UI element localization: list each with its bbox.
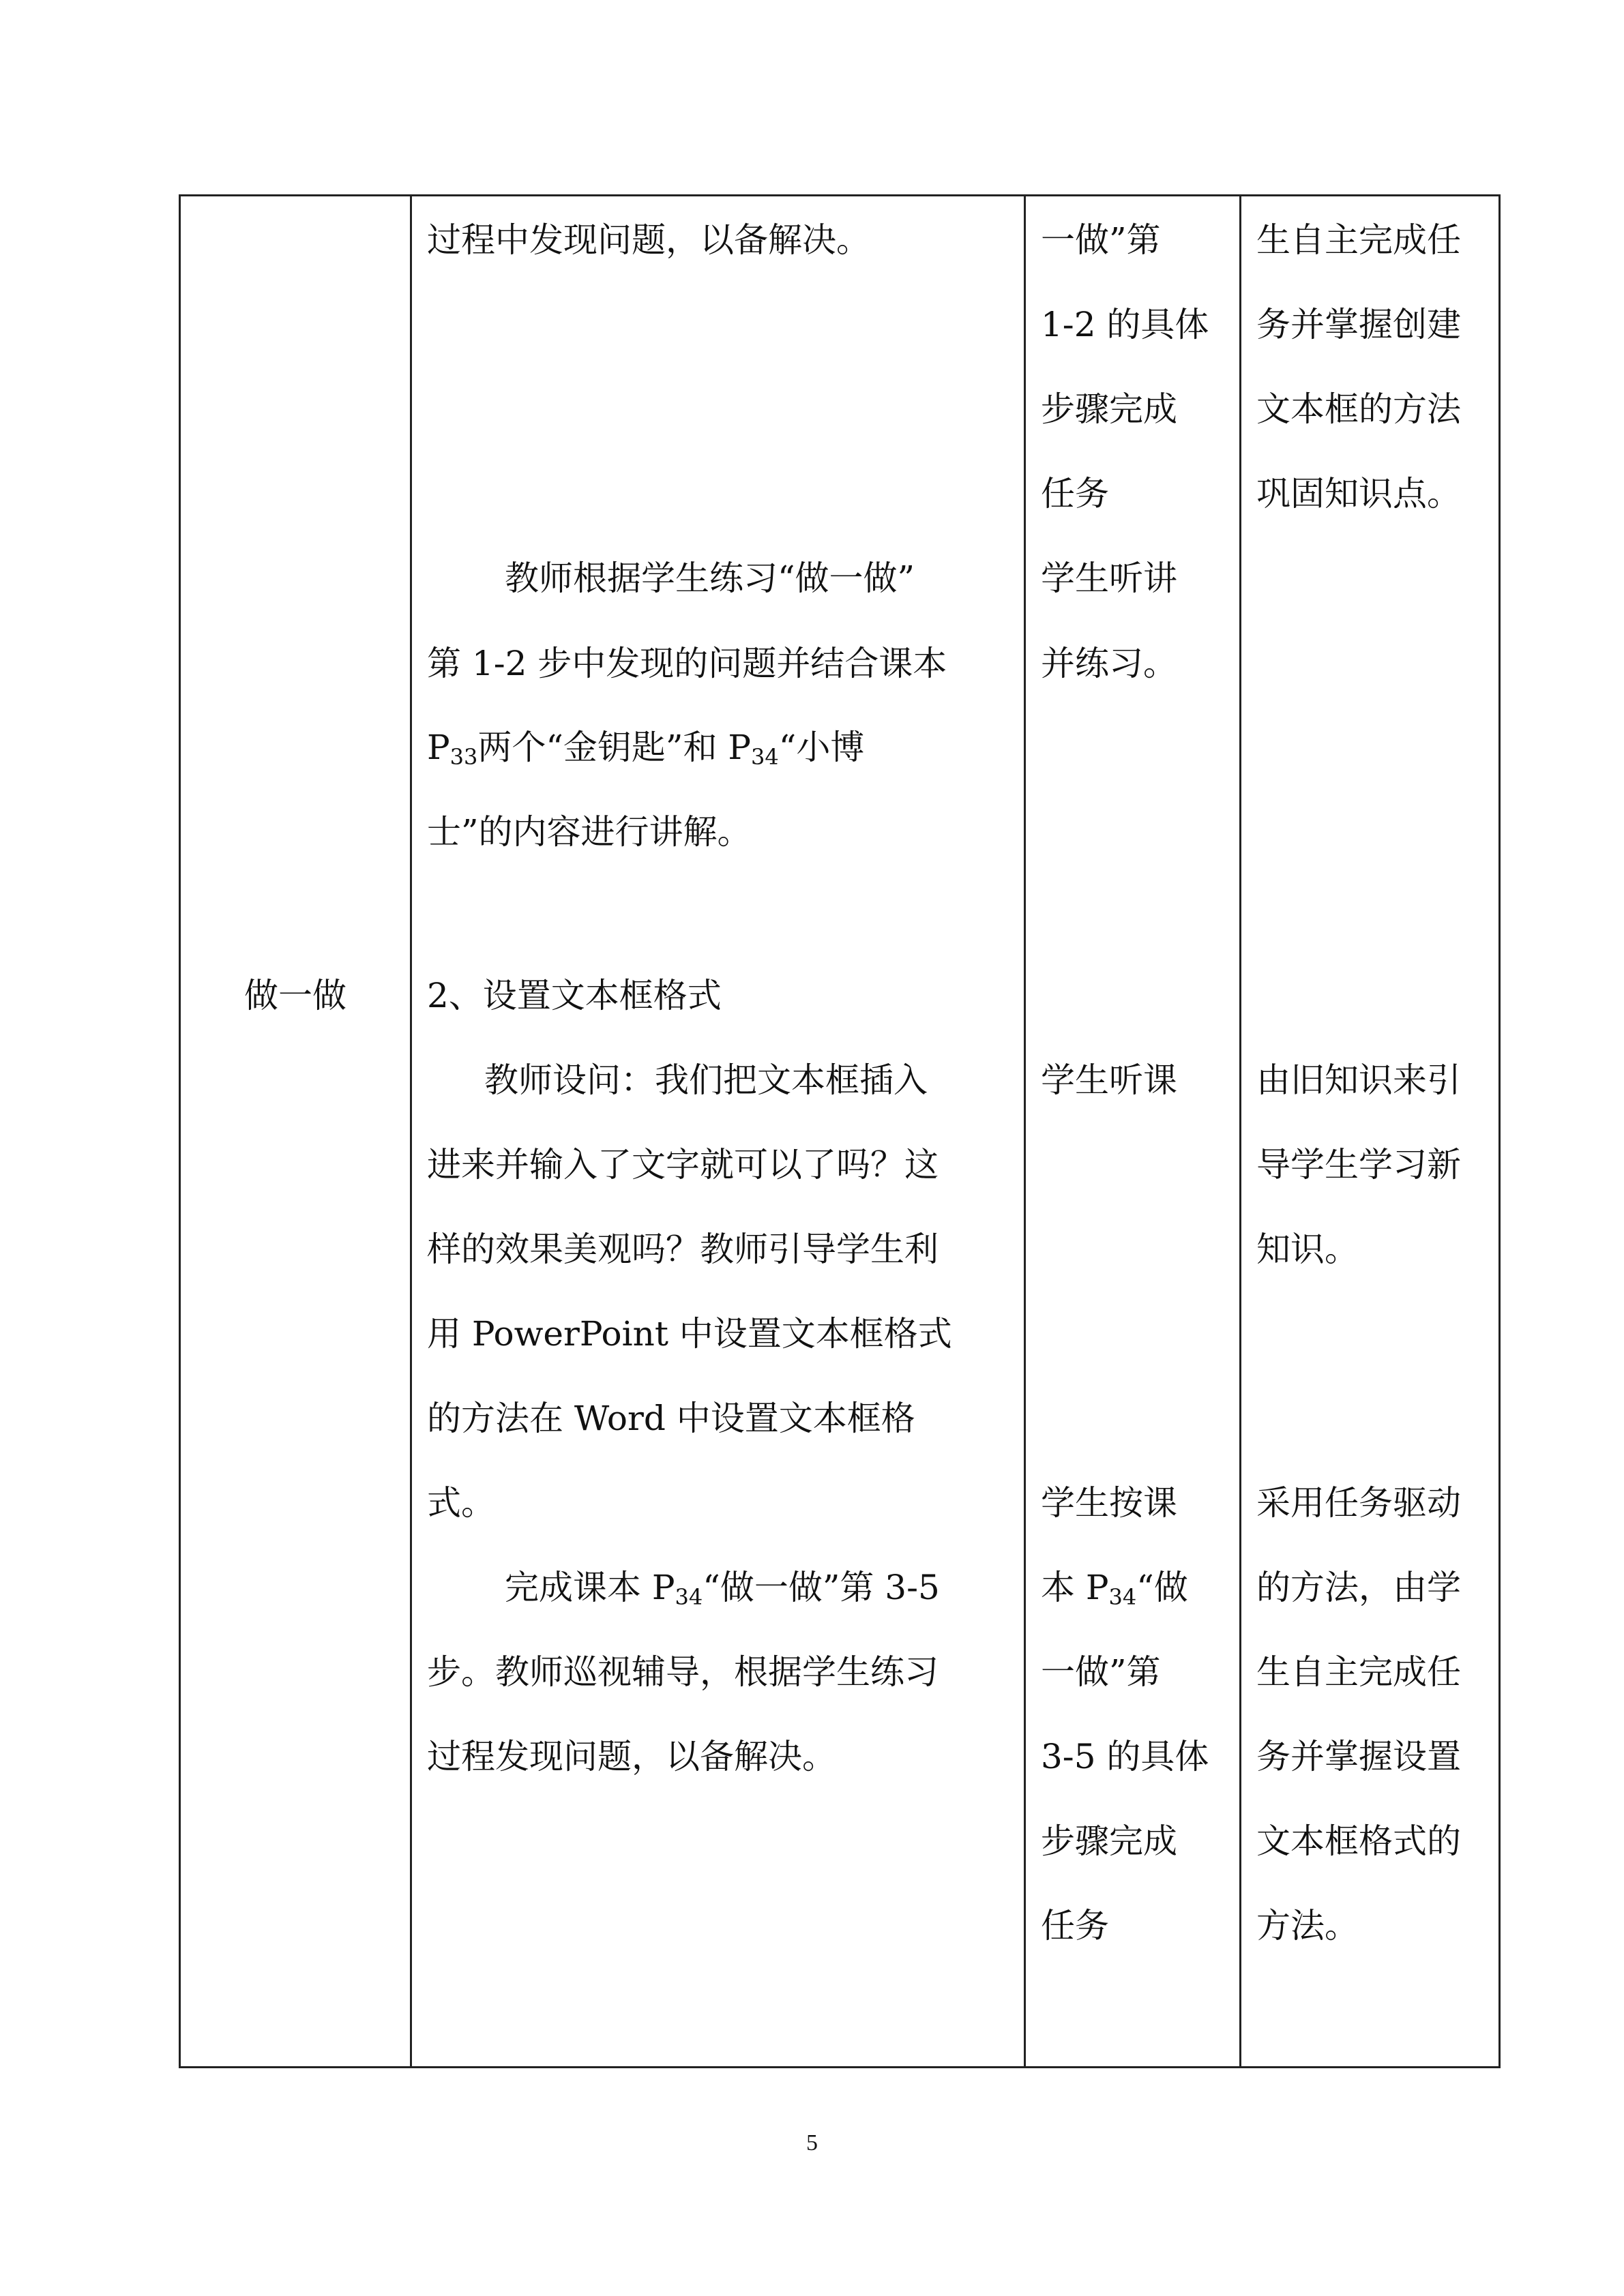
text-line: 步骤完成 [1041,1821,1177,1861]
text-line: 任务 [1041,474,1109,513]
teacher-activity-cell [411,196,1025,2068]
text-line: 步。教师巡视辅导，根据学生练习 [427,1652,939,1692]
section-label: 做一做 [244,976,346,1015]
text-line: 巩固知识点。 [1256,474,1461,513]
text-line: 过程中发现问题，以备解决。 [427,220,870,260]
text-line: 采用任务驱动 [1256,1483,1461,1523]
text-line: $P_{33}$两个“金钥匙”和 $P_{34}“$小博 [427,728,865,770]
text-line: 并练习。 [1041,644,1177,683]
text-line: 一做”第 [1041,1652,1161,1692]
student-activity-cell [1025,196,1241,2068]
text-line: 方法。 [1256,1906,1359,1945]
text-line: 导学生学习新 [1256,1145,1461,1184]
section-heading: 2、设置文本框格式 [427,976,722,1015]
text-line: 生自主完成任 [1256,1652,1461,1692]
text-line: 一做”第 [1041,220,1161,260]
subscript: 34 [1108,1584,1137,1610]
text-line: 1-2 的具体 [1041,305,1209,344]
text-line: 知识。 [1256,1229,1359,1269]
lesson-plan-table [179,194,1501,2068]
text-line: 士”的内容进行讲解。 [427,812,752,852]
text-line: 用 PowerPoint 中设置文本框格式 [427,1314,952,1354]
text-line: 生自主完成任 [1256,220,1461,260]
text-line: 式。 [427,1483,495,1523]
page-number: 5 [806,2130,818,2156]
text-line: 任务 [1041,1906,1109,1945]
text-line: 务并掌握创建 [1256,305,1461,344]
text-line: 文本框格式的 [1256,1821,1461,1861]
text-line: 学生按课 [1041,1483,1177,1523]
text-line: 过程发现问题，以备解决。 [427,1737,836,1776]
text-line: 3-5 的具体 [1041,1737,1209,1776]
text-line: 本 $P_{34}“$做 [1041,1568,1188,1610]
text-line: 完成课本 $P_{34}“$做一做”第 3-5 [505,1568,940,1610]
text-line: 第 1-2 步中发现的问题并结合课本 [427,644,947,683]
text-line: 学生听课 [1041,1060,1177,1100]
subscript: 34 [675,1584,703,1610]
text-line: 的方法在 Word 中设置文本框格 [427,1399,915,1438]
text-line: 的方法，由学 [1256,1568,1461,1607]
table-row [180,196,1500,2068]
text-line: 步骤完成 [1041,389,1177,429]
text-line: 教师设问：我们把文本框插入 [484,1060,928,1100]
text-line: 务并掌握设置 [1256,1737,1461,1776]
text-line: 文本框的方法 [1256,389,1461,429]
text-line: 进来并输入了文字就可以了吗？这 [427,1145,939,1184]
text-line: 教师根据学生练习“做一做” [505,558,915,598]
text-line: 样的效果美观吗？教师引导学生利 [427,1229,939,1269]
section-cell [180,196,411,2068]
subscript: 34 [751,744,779,770]
text-line: 由旧知识来引 [1256,1060,1461,1100]
design-intent-cell [1241,196,1500,2068]
text-line: 学生听讲 [1041,558,1177,598]
subscript: 33 [449,744,478,770]
